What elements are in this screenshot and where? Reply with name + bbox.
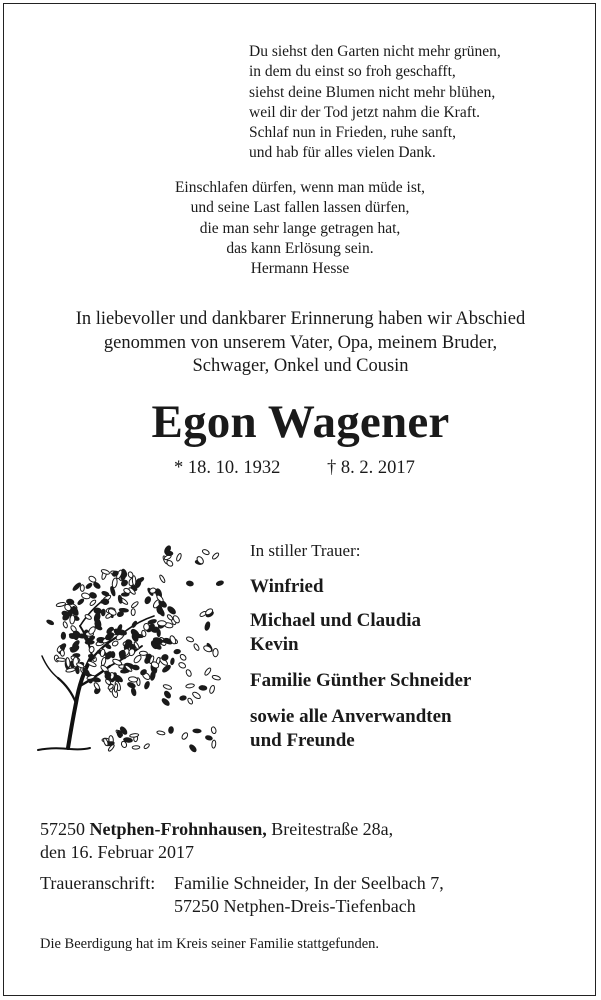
poem-line: in dem du einst so froh geschafft, [249, 63, 456, 81]
poem-author: Hermann Hesse [250, 260, 350, 278]
mourner-name: sowie alle Anverwandten [250, 706, 452, 727]
mourner-name: Michael und Claudia [250, 610, 422, 631]
mourners-label: In stiller Trauer: [250, 541, 361, 560]
place-street: Breitestraße 28a, [271, 819, 394, 839]
intro-line: In liebevoller und dankbarer Erinnerung haben wir Abschied [75, 309, 526, 329]
condolence-label: Traueranschrift: [40, 873, 156, 893]
poem-line: und seine Last fallen lassen dürfen, [190, 199, 410, 217]
deceased-name: Egon Wagener [151, 396, 450, 448]
poem-garden [249, 42, 501, 164]
windblown-tree-icon [30, 538, 230, 758]
place-line [40, 818, 393, 864]
poem-hesse [100, 178, 500, 279]
place-zip: 57250 [40, 819, 85, 839]
intro-text [20, 308, 581, 379]
birth-date: * 18. 10. 1932 [174, 458, 281, 478]
intro-line: genommen von unserem Vater, Opa, meinem Bruder, [103, 332, 498, 353]
condolence-address-line: Familie Schneider, In der Seelbach 7, [174, 873, 444, 893]
condolence-address-line: 57250 Netphen-Dreis-Tiefenbach [174, 896, 416, 916]
notice-date: den 16. Februar 2017 [40, 842, 194, 862]
poem-line: siehst deine Blumen nicht mehr blühen, [249, 83, 496, 101]
poem-line: weil dir der Tod jetzt nahm die Kraft. [249, 103, 481, 121]
mourner-name: Familie Günther Schneider [250, 670, 472, 691]
poem-line: das kann Erlösung sein. [226, 239, 374, 257]
funeral-note: Die Beerdigung hat im Kreis seiner Familie stattgefunden. [40, 936, 380, 952]
mourner-name: Winfried [250, 576, 324, 597]
intro-line: Schwager, Onkel und Cousin [192, 356, 409, 376]
place-town: Netphen-Frohnhausen, [89, 819, 267, 839]
poem-line: Du siehst den Garten nicht mehr grünen, [249, 43, 501, 60]
death-date: † 8. 2. 2017 [327, 458, 415, 478]
poem-line: die man sehr lange getragen hat, [199, 219, 401, 237]
mourner-name: und Freunde [250, 730, 355, 751]
poem-line: und hab für alles vielen Dank. [249, 144, 436, 162]
poem-line: Einschlafen dürfen, wenn man müde ist, [174, 179, 426, 196]
mourner-name: Kevin [250, 634, 299, 655]
poem-line: Schlaf nun in Frieden, ruhe sanft, [249, 124, 457, 142]
